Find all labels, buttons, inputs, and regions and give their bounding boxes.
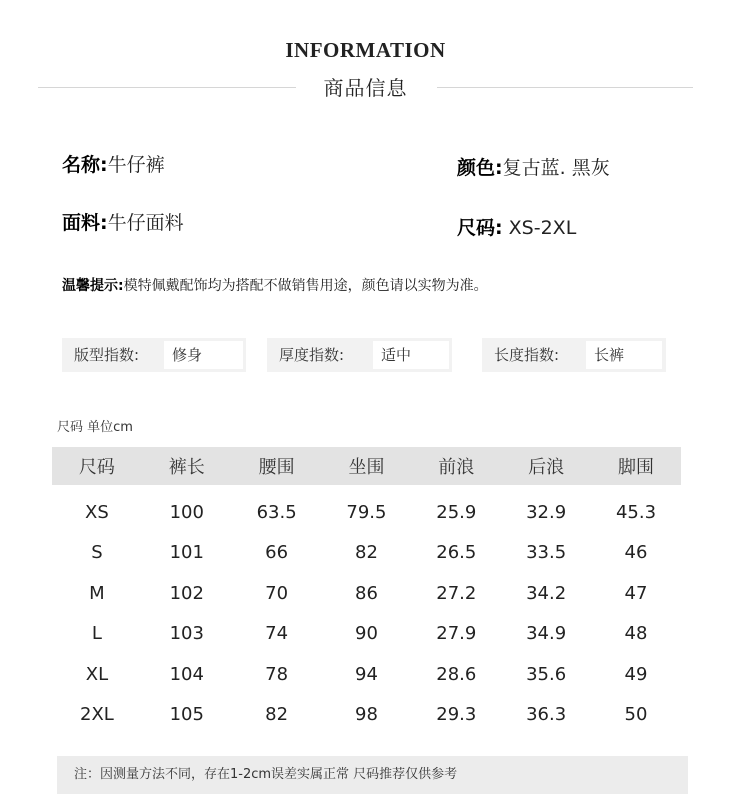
product-name-value: 牛仔裤 — [107, 154, 165, 176]
table-cell: 66 — [265, 542, 289, 564]
size-unit-note: 尺码 单位cm — [57, 420, 133, 435]
table-row — [52, 654, 681, 695]
table-cell: 34.2 — [526, 582, 567, 604]
product-color-label: 颜色: — [457, 157, 503, 179]
table-cell: 35.6 — [526, 663, 567, 685]
table-cell: 70 — [265, 582, 289, 604]
table-row — [52, 573, 681, 614]
table-row — [52, 492, 681, 533]
header-cell: 尺码 — [78, 457, 115, 478]
product-fabric-label: 面料: — [62, 212, 108, 234]
product-name — [62, 150, 165, 177]
table-cell: 90 — [355, 623, 378, 645]
table-cell: M — [89, 582, 105, 604]
table-cell: 101 — [169, 542, 204, 564]
table-cell: 45.3 — [615, 501, 657, 523]
size-table-header — [52, 447, 681, 485]
table-cell: 79.5 — [346, 501, 387, 523]
table-cell: 63.5 — [256, 501, 297, 523]
notice-label: 温馨提示: — [62, 278, 124, 294]
table-cell: 82 — [265, 704, 289, 726]
table-cell: 74 — [265, 623, 289, 645]
measurement-footnote: 注：因测量方法不同，存在1-2cm误差实属正常 尺码推荐仅供参考 — [57, 756, 688, 794]
thickness-index-label: 厚度指数: — [279, 346, 345, 364]
product-name-label: 名称: — [62, 154, 108, 176]
table-cell: 32.9 — [526, 501, 567, 523]
table-cell: 33.5 — [526, 542, 567, 564]
header-divider-right — [437, 87, 693, 88]
table-cell: S — [91, 542, 103, 564]
table-cell: 36.3 — [526, 704, 567, 726]
table-cell: XS — [85, 501, 109, 523]
table-row — [52, 695, 681, 736]
notice — [62, 275, 488, 295]
table-cell: 102 — [169, 582, 204, 604]
product-color — [457, 153, 610, 180]
product-size-value: XS-2XL — [508, 217, 577, 239]
table-row — [52, 533, 681, 574]
table-cell: 50 — [624, 704, 648, 726]
header-cell: 脚围 — [617, 457, 654, 478]
length-index — [482, 338, 666, 372]
table-cell: 27.9 — [436, 623, 477, 645]
product-size-label: 尺码: — [457, 217, 503, 239]
table-cell: 48 — [624, 623, 648, 645]
title-english: INFORMATION — [285, 38, 446, 62]
size-table — [52, 447, 681, 735]
table-cell: 94 — [355, 663, 378, 685]
table-cell: 98 — [355, 704, 378, 726]
notice-text: 模特佩戴配饰均为搭配不做销售用途，颜色请以实物为准。 — [123, 278, 488, 294]
table-cell: 26.5 — [436, 542, 477, 564]
product-size-range — [457, 213, 576, 240]
table-cell: 2XL — [80, 704, 114, 726]
length-index-label: 长度指数: — [494, 346, 560, 364]
table-cell: 34.9 — [526, 623, 567, 645]
table-cell: 27.2 — [436, 582, 477, 604]
fit-index — [62, 338, 246, 372]
table-cell: 105 — [169, 704, 204, 726]
table-cell: 49 — [624, 663, 648, 685]
table-cell: 47 — [624, 582, 648, 604]
thickness-index-value: 适中 — [373, 341, 449, 369]
table-row — [52, 614, 681, 655]
table-cell: 28.6 — [436, 663, 477, 685]
length-index-value: 长裤 — [586, 341, 662, 369]
fit-index-value: 修身 — [164, 341, 243, 369]
header-cell: 坐围 — [348, 457, 385, 478]
product-fabric — [62, 208, 184, 235]
product-fabric-value: 牛仔面料 — [107, 212, 184, 234]
header-cell: 裤长 — [168, 457, 205, 478]
header-cell: 腰围 — [258, 457, 295, 478]
table-cell: 100 — [169, 501, 204, 523]
table-cell: 104 — [169, 663, 204, 685]
table-cell: L — [91, 623, 102, 645]
header-cell: 后浪 — [528, 457, 565, 478]
fit-index-label: 版型指数: — [74, 346, 140, 364]
table-cell: XL — [85, 663, 109, 685]
table-cell: 86 — [355, 582, 378, 604]
table-cell: 78 — [265, 663, 289, 685]
table-cell: 46 — [624, 542, 648, 564]
table-cell: 103 — [169, 623, 204, 645]
header-cell: 前浪 — [438, 457, 475, 478]
title-chinese: 商品信息 — [323, 76, 408, 100]
thickness-index — [267, 338, 452, 372]
table-cell: 29.3 — [436, 704, 477, 726]
table-cell: 25.9 — [436, 501, 477, 523]
product-color-value: 复古蓝. 黑灰 — [502, 157, 610, 179]
table-cell: 82 — [355, 542, 378, 564]
